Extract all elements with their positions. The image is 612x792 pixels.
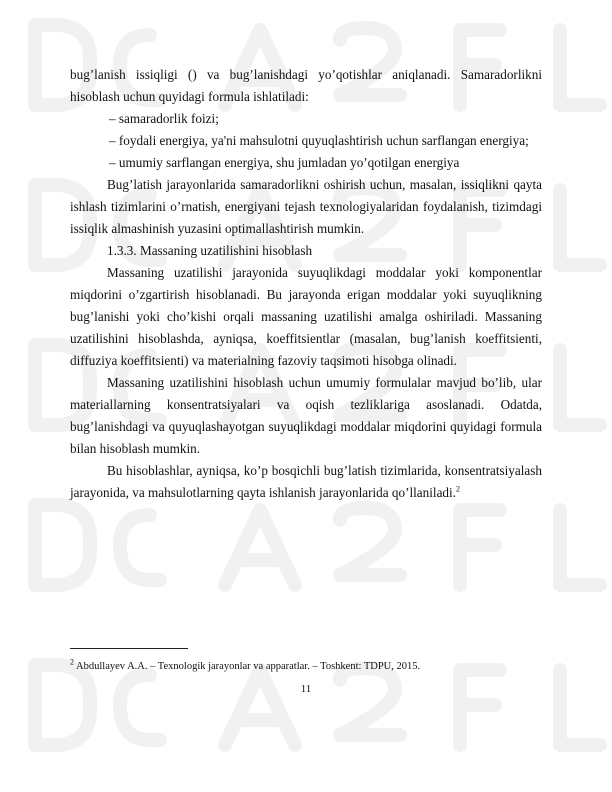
paragraph-efficiency-improvement: Bug’latish jarayonlarida samaradorlikni oshirish uchun, masalan, issiqlikni qayta ishlash tizimlarini o’rnatish, energiyani tejash texnologiyalaridan foydalanish, tizimdagi issiqlik almashinish yuzasini optimallashtirish mumkin. (70, 177, 542, 236)
footnote-text: Abdullayev A.A. – Texnologik jarayonlar va apparatlar. – Toshkent: TDPU, 2015. (74, 661, 421, 672)
document-body (70, 64, 542, 504)
paragraph-applications (70, 460, 542, 504)
page-number: 11 (300, 683, 312, 695)
footnote (70, 657, 542, 674)
definition-useful-energy: – foydali energiya, ya'ni mahsulotni quyuqlashtirish uchun sarflangan energiya; (109, 133, 529, 148)
footnote-marker: 2 (70, 657, 74, 667)
paragraph-mass-transfer-process: Massaning uzatilishi jarayonida suyuqlikdagi moddalar yoki komponentlar miqdorini o’zgartirish hisoblanadi. Bu jarayonda erigan moddalar yoki suyuqlikning bug’lanishi yoki cho’kishi orqali massaning uzatilishi amalga oshiriladi. Massaning uzatilishini hisoblashda, ayniqsa, koeffitsientlar (masalan, bug’lanish koeffitsienti, diffuziya koeffitsienti) va materialning fazoviy taqsimoti hisobga olinadi. (70, 265, 542, 368)
section-heading-mass-transfer: 1.3.3. Massaning uzatilishini hisoblash (107, 243, 313, 258)
paragraph-mass-transfer-formulas: Massaning uzatilishini hisoblash uchun umumiy formulalar mavjud bo’lib, ular materiallarning konsentratsiyalari va oqish tezliklariga asoslanadi. Odatda, bug’lanishdagi va quyuqlashayotgan suyuqlikdagi moddalar miqdorini quyidagi formula bilan hisoblash mumkin. (70, 375, 542, 456)
footnote-divider (70, 648, 188, 649)
definition-total-energy: – umumiy sarflangan energiya, shu jumladan yo’qotilgan energiya (109, 155, 460, 170)
paragraph-applications-text: Bu hisoblashlar, ayniqsa, ko’p bosqichli bug’latish tizimlarida, konsentratsiyalash jarayonida, va mahsulotlarning qayta ishlanish jarayonlarida qo’llaniladi. (70, 463, 542, 500)
paragraph-efficiency-intro: bug’lanish issiqligi () va bug’lanishdagi yo’qotishlar aniqlanadi. Samaradorlikni hisoblash uchun quyidagi formula ishlatiladi: (70, 67, 542, 104)
definition-efficiency-percent: – samaradorlik foizi; (109, 111, 219, 126)
footnote-reference: 2 (456, 484, 460, 494)
